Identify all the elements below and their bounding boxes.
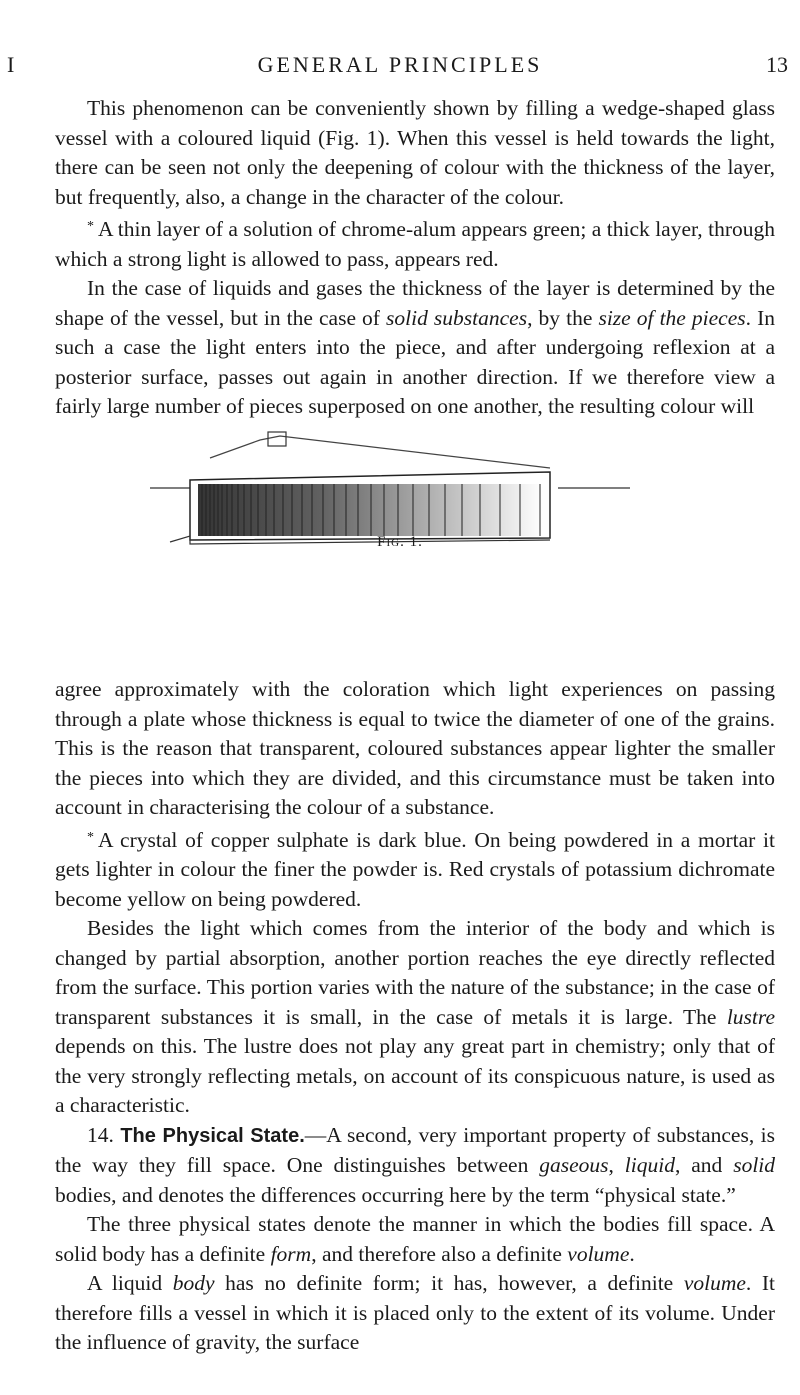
page-number: 13 <box>766 52 788 77</box>
paragraph-text: —A second, very important property of substances, is the way they fill space. One distinguishes between <box>55 1122 776 1177</box>
paragraph-text: A thin layer of a solution of chrome-alum appears green; a thick layer, through which a strong light is allowed to pass, appears red. <box>55 217 775 271</box>
paragraph-text: , and therefore also a definite <box>311 1241 562 1266</box>
paragraph-grains <box>55 675 775 823</box>
figure-caption: Fig. 1. <box>377 534 423 550</box>
paragraph-text: The three physical states denote the manner in which the bodies fill space. A solid body has a definite <box>55 1212 775 1266</box>
paragraph-text: . <box>629 1241 635 1266</box>
paragraph-liquid <box>55 1269 775 1358</box>
running-title: GENERAL PRINCIPLES <box>257 52 543 77</box>
chapter-number: I <box>7 52 16 77</box>
paragraph-text: agree approximately with the coloration which light experiences on passing through a plate whose thickness is equal to twice the diameter of one of the grains. This is the reason that transparent, coloured substances appear lighter the smaller the pieces into which they are divided, and this circumstance must be taken into account in characterising the colour of a substance. <box>55 677 775 819</box>
paragraph-text: A liquid <box>87 1271 163 1295</box>
paragraph-text: bodies, and denotes the differences occurring here by the term “physical state.” <box>55 1182 736 1207</box>
italic-term: body <box>172 1271 215 1295</box>
italic-term: size of the pieces <box>598 305 746 330</box>
running-header <box>0 52 800 82</box>
text-block-bottom <box>55 675 775 1358</box>
asterisk-mark: * <box>87 219 94 234</box>
paragraph-thickness <box>55 274 775 422</box>
asterisk-mark: * <box>87 829 94 845</box>
italic-term: gaseous <box>539 1153 609 1177</box>
italic-term: solid substances <box>386 305 528 330</box>
paragraph-text: . In such a case the light enters into the piece, and after undergoing reflexion at a posterior surface, passes out again in another direction. If we therefore view a fairly large number of pieces superposed on one another, the resulting colour will <box>55 305 775 418</box>
paragraph-three-states <box>55 1210 775 1269</box>
paragraph-text: depends on this. The lustre does not play any great part in chemistry; only that of the very strongly reflecting metals, on account of its conspicuous nature, is used as a characteristic. <box>55 1034 775 1117</box>
italic-term: solid <box>733 1153 776 1177</box>
paragraph-text: This phenomenon can be conveniently shown by filling a wedge-shaped glass vessel with a coloured liquid (Fig. 1). When this vessel is held towards the light, there can be seen not only the deepening of colour with the thickness of the layer, but frequently, also, a change in the character of the colour. <box>55 96 775 209</box>
paragraph-text: A crystal of copper sulphate is dark blue. On being powdered in a mortar it gets lighter in colour the finer the powder is. Red crystals of potassium dichromate become yellow on being powdered. <box>55 827 775 911</box>
paragraph-wedge-vessel <box>55 94 775 212</box>
paragraph-text: has no definite form; it has, however, a definite <box>225 1271 674 1295</box>
wedge-vessel-illustration <box>140 418 640 548</box>
paragraph-physical-state <box>55 1121 775 1211</box>
paragraph-text: In the case of liquids and gases the thickness of the layer is determined by the shape of the vessel, but in the case of <box>55 276 775 330</box>
paragraph-text: Besides the light which comes from the interior of the body and which is changed by partial absorption, another portion reaches the eye directly reflected from the surface. This portion varies with the nature of the substance; in the case of transparent substances it is small, in the case of metals it is large. The <box>55 916 775 1029</box>
section-number: 14. <box>87 1122 114 1147</box>
paragraph-text: , by the <box>527 305 593 330</box>
paragraph-text: , and <box>674 1153 723 1177</box>
paragraph-lustre <box>55 914 775 1121</box>
paragraph-chrome-alum <box>55 212 775 274</box>
italic-term: volume <box>683 1271 746 1295</box>
italic-term: liquid <box>624 1153 675 1177</box>
paragraph-copper-sulphate <box>55 823 775 915</box>
paragraph-text: . It therefore fills a vessel in which it is placed only to the extent of its volume. Under the influence of gravity, the surface <box>55 1271 776 1354</box>
text-block-top <box>55 94 775 422</box>
italic-term: volume <box>567 1241 630 1266</box>
italic-term: form <box>270 1241 312 1266</box>
italic-term: lustre <box>726 1004 775 1029</box>
section-heading: The Physical State. <box>120 1124 305 1147</box>
paragraph-text: , <box>608 1153 614 1177</box>
